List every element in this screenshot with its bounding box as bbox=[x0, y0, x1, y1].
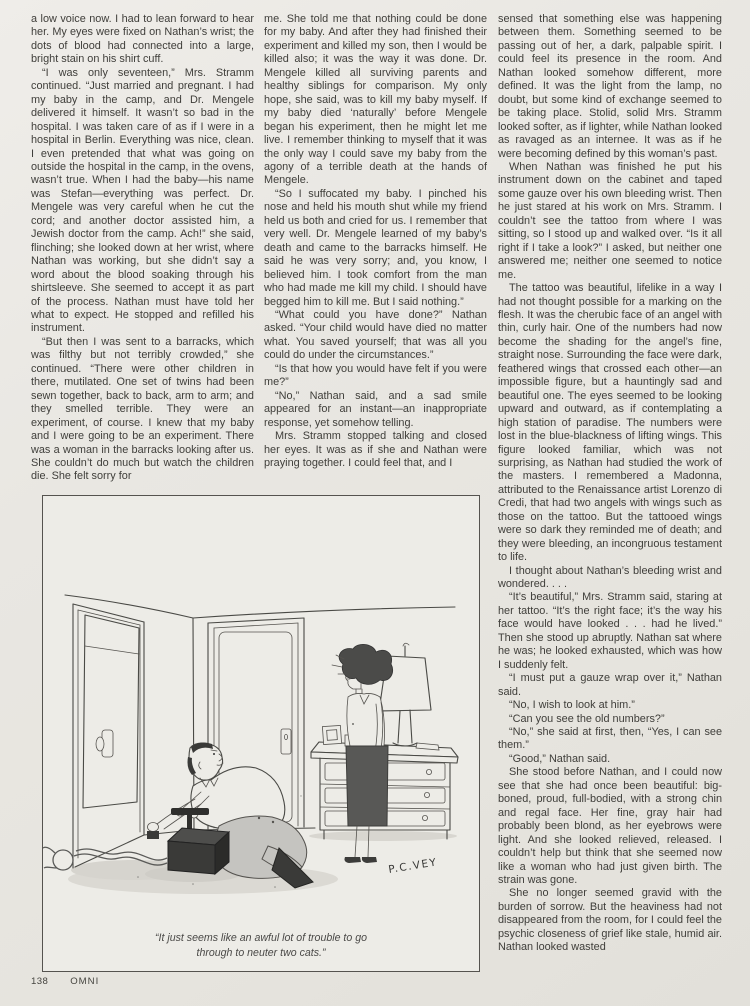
plunger-handle bbox=[171, 808, 209, 815]
text-column-2 bbox=[264, 13, 487, 491]
body-paragraph: When Nathan was finished he put his instrument down on the cabinet and taped some gauze over his own bleeding wrist. Then he just stared at his work on Mrs. Stramm. I couldn’t see the tattoo from where I was sitting, so I stood up and walked over. “Is it all right if I take a look?” I asked, but neither one answered me; neither one seemed to notice me. bbox=[498, 160, 722, 281]
shoe bbox=[362, 857, 377, 863]
artist-signature: P.C.VEY bbox=[387, 856, 439, 876]
text-column-1 bbox=[31, 13, 254, 489]
shoe bbox=[345, 857, 362, 863]
picture-frame bbox=[322, 725, 341, 744]
drawer-knob bbox=[426, 769, 431, 774]
body-paragraph: “No, I wish to look at him.” bbox=[509, 699, 635, 712]
body-paragraph: “No,” Nathan said, and a sad smile appeared for an instant—an inappropriate response, yet somehow telling. bbox=[264, 389, 487, 429]
cartoon-caption bbox=[43, 931, 479, 960]
text-column-3 bbox=[498, 13, 722, 999]
door-plate bbox=[281, 729, 291, 754]
body-paragraph: Mrs. Stramm stopped talking and closed her eyes. It was as if she and Nathan were praying together. I could feel that, and I bbox=[264, 430, 487, 469]
body-paragraph: sensed that something else was happening between them. Something seemed to be passing out of her, a dark, palpable spirit. I could feel its presence in the room. And Nathan looked somehow different, more defined. It was the light from the lamp, no doubt, but some kind of exchange seemed to be taking place. Stolid, solid Mrs. Stramm looked softer, as if lighter, while Nathan looked as ravaged as an internee. It was as if he were becoming defined by this woman’s past. bbox=[498, 13, 722, 160]
body-paragraph: a low voice now. I had to lean forward to hear her. My eyes were fixed on Nathan’s wrist; the dots of blood had connected into a large, bright stain on his shirt cuff. bbox=[31, 13, 254, 66]
caption-line-1: “It just seems like an awful lot of trouble to go bbox=[155, 932, 367, 944]
body-paragraph: “So I suffocated my baby. I pinched his nose and held his mouth shut while my friend held us both and cried for us. I remember that very well. Dr. Mengele learned of my baby’s death and came to the barracks himself. He said he was very sorry; and, you know, I believed him. I took comfort from the man who had made me kill my child. I should have begged him to kill me. But I said nothing.” bbox=[264, 187, 487, 308]
body-paragraph: “I was only seventeen,” Mrs. Stramm continued. “Just married and pregnant. I had my baby in the camp, and Dr. Mengele delivered it himself. It wasn’t so bad in the hospital. I was taken care of as if I were in a hospital in Berlin. Everything was nice, clean. I even pretended that what was going on outside the hospital in the camp, in the ovens, wasn’t true. When I had the baby—his name was Stefan—everything was perfect. Dr. Mengele was very careful when he cut the cord; and another doctor assisted him, a Jewish doctor from the camp. Ach!” she said, flinching; she looked down at her wrist, where Nathan was working, but she didn’t say a word about the blood soaking through his shirtsleeve. She seemed to accept it as part of the process. Nathan must have told her what to expect. He stopped and refilled his instrument. bbox=[31, 66, 254, 335]
caption-line-2: through to neuter two cats.” bbox=[196, 946, 326, 959]
body-paragraph: “What could you have done?” Nathan asked. “Your child would have died no matter what. You saved yourself; that was all you could do under the circumstances.” bbox=[264, 308, 487, 362]
wire-terminal bbox=[147, 831, 159, 839]
body-paragraph: The tattoo was beautiful, lifelike in a way I had not thought possible for a marking on the flesh. It was the cherubic face of an angel with thin, curly hair. One of the numbers had now become the shading for the angel’s fine, straight nose. Surrounding the face were dark, feathered wings that crossed each other—an impossible figure, but a hauntingly sad and beautiful one. The eyes seemed to be looking upward and outward, as if contemplating a high station of paradise. The numbers were lost in the blue-blackness of lifting wings. This figure looked familiar, which was not surprising, as Nathan had studied the work of the masters. I remembered a Madonna, attributed to the Renaissance artist Lorenzo di Credi, that had two angels with wings such as those on the tattoo. But the tattooed wings were so dark they reminded me of death; and they were bleeding, an incongruous testament to life. bbox=[498, 282, 722, 564]
skirt bbox=[346, 746, 388, 826]
magazine-name: OMNI bbox=[70, 976, 100, 987]
body-paragraph: I thought about Nathan’s bleeding wrist and wondered. . . . bbox=[498, 564, 722, 591]
body-paragraph: me. She told me that nothing could be done for my baby. And after they had finished their experiment and killed my son, then I would be killed also; it was the way it was done. Dr. Mengele killed all surviving parents and healthy siblings for comparison. My only hope, she said, was to kill my baby myself. If my baby died ‘naturally’ before Mengele began his experiment, then he might let me live. I remember thinking to myself that it was the only way I could save my baby from the agony of a terrible death at the hands of Mengele. bbox=[264, 13, 487, 187]
cartoon-panel bbox=[42, 495, 480, 972]
body-paragraph: “I must put a gauze wrap over it,” Nathan said. bbox=[498, 672, 722, 698]
body-paragraph: “Good,” Nathan said. bbox=[509, 752, 611, 765]
body-paragraph: “It’s beautiful,” Mrs. Stramm said, staring at her tattoo. “It’s the right face; it’s the way his face would have looked . . . had he lived.” Then she stood up abruptly. Nathan sat where he was; he looked exhausted, which was how I suddenly felt. bbox=[498, 591, 722, 671]
page-number: 138 bbox=[31, 976, 49, 987]
body-paragraph: She no longer seemed gravid with the burden of sorrow. But the heaviness had not disappeared from the room, for I could feel the psychic closeness of grief like stale, humid air. Nathan looked wasted bbox=[498, 887, 722, 954]
body-paragraph: “But then I was sent to a barracks, which was filthy but not terribly crowded,” she continued. “There were other children in there, mutilated. One set of twins had been sewn together, back to back, arm to arm; and they smelled terrible. They were an experiment, of course. I knew that my baby and I were going to be an experiment. There was a woman in the barracks looking after us. She couldn’t do much but watch the children die. She felt sorry for bbox=[31, 335, 254, 483]
page-footer bbox=[31, 976, 99, 987]
body-paragraph: “Is that how you would have felt if you were me?” bbox=[264, 362, 487, 389]
body-paragraph: She stood before Nathan, and I could now see that she had once been beautiful: big-boned, proud, full-bodied, with a strong chin and regal face. Her fine, gray hair had probably been blond, as her eyebrows were light. And she looked relieved, released. I couldn’t help but think that she seemed now like a woman who had just given birth. The strain was gone. bbox=[498, 766, 722, 886]
cartoon-illustration bbox=[43, 496, 479, 971]
open-door bbox=[73, 604, 144, 868]
body-paragraph: “Can you see the old numbers?” bbox=[509, 712, 665, 725]
hand bbox=[148, 823, 159, 832]
drawer-knob bbox=[424, 792, 429, 797]
drawer-knob bbox=[422, 815, 427, 820]
body-paragraph: “No,” she said at first, then, “Yes, I can see them.” bbox=[498, 726, 722, 752]
